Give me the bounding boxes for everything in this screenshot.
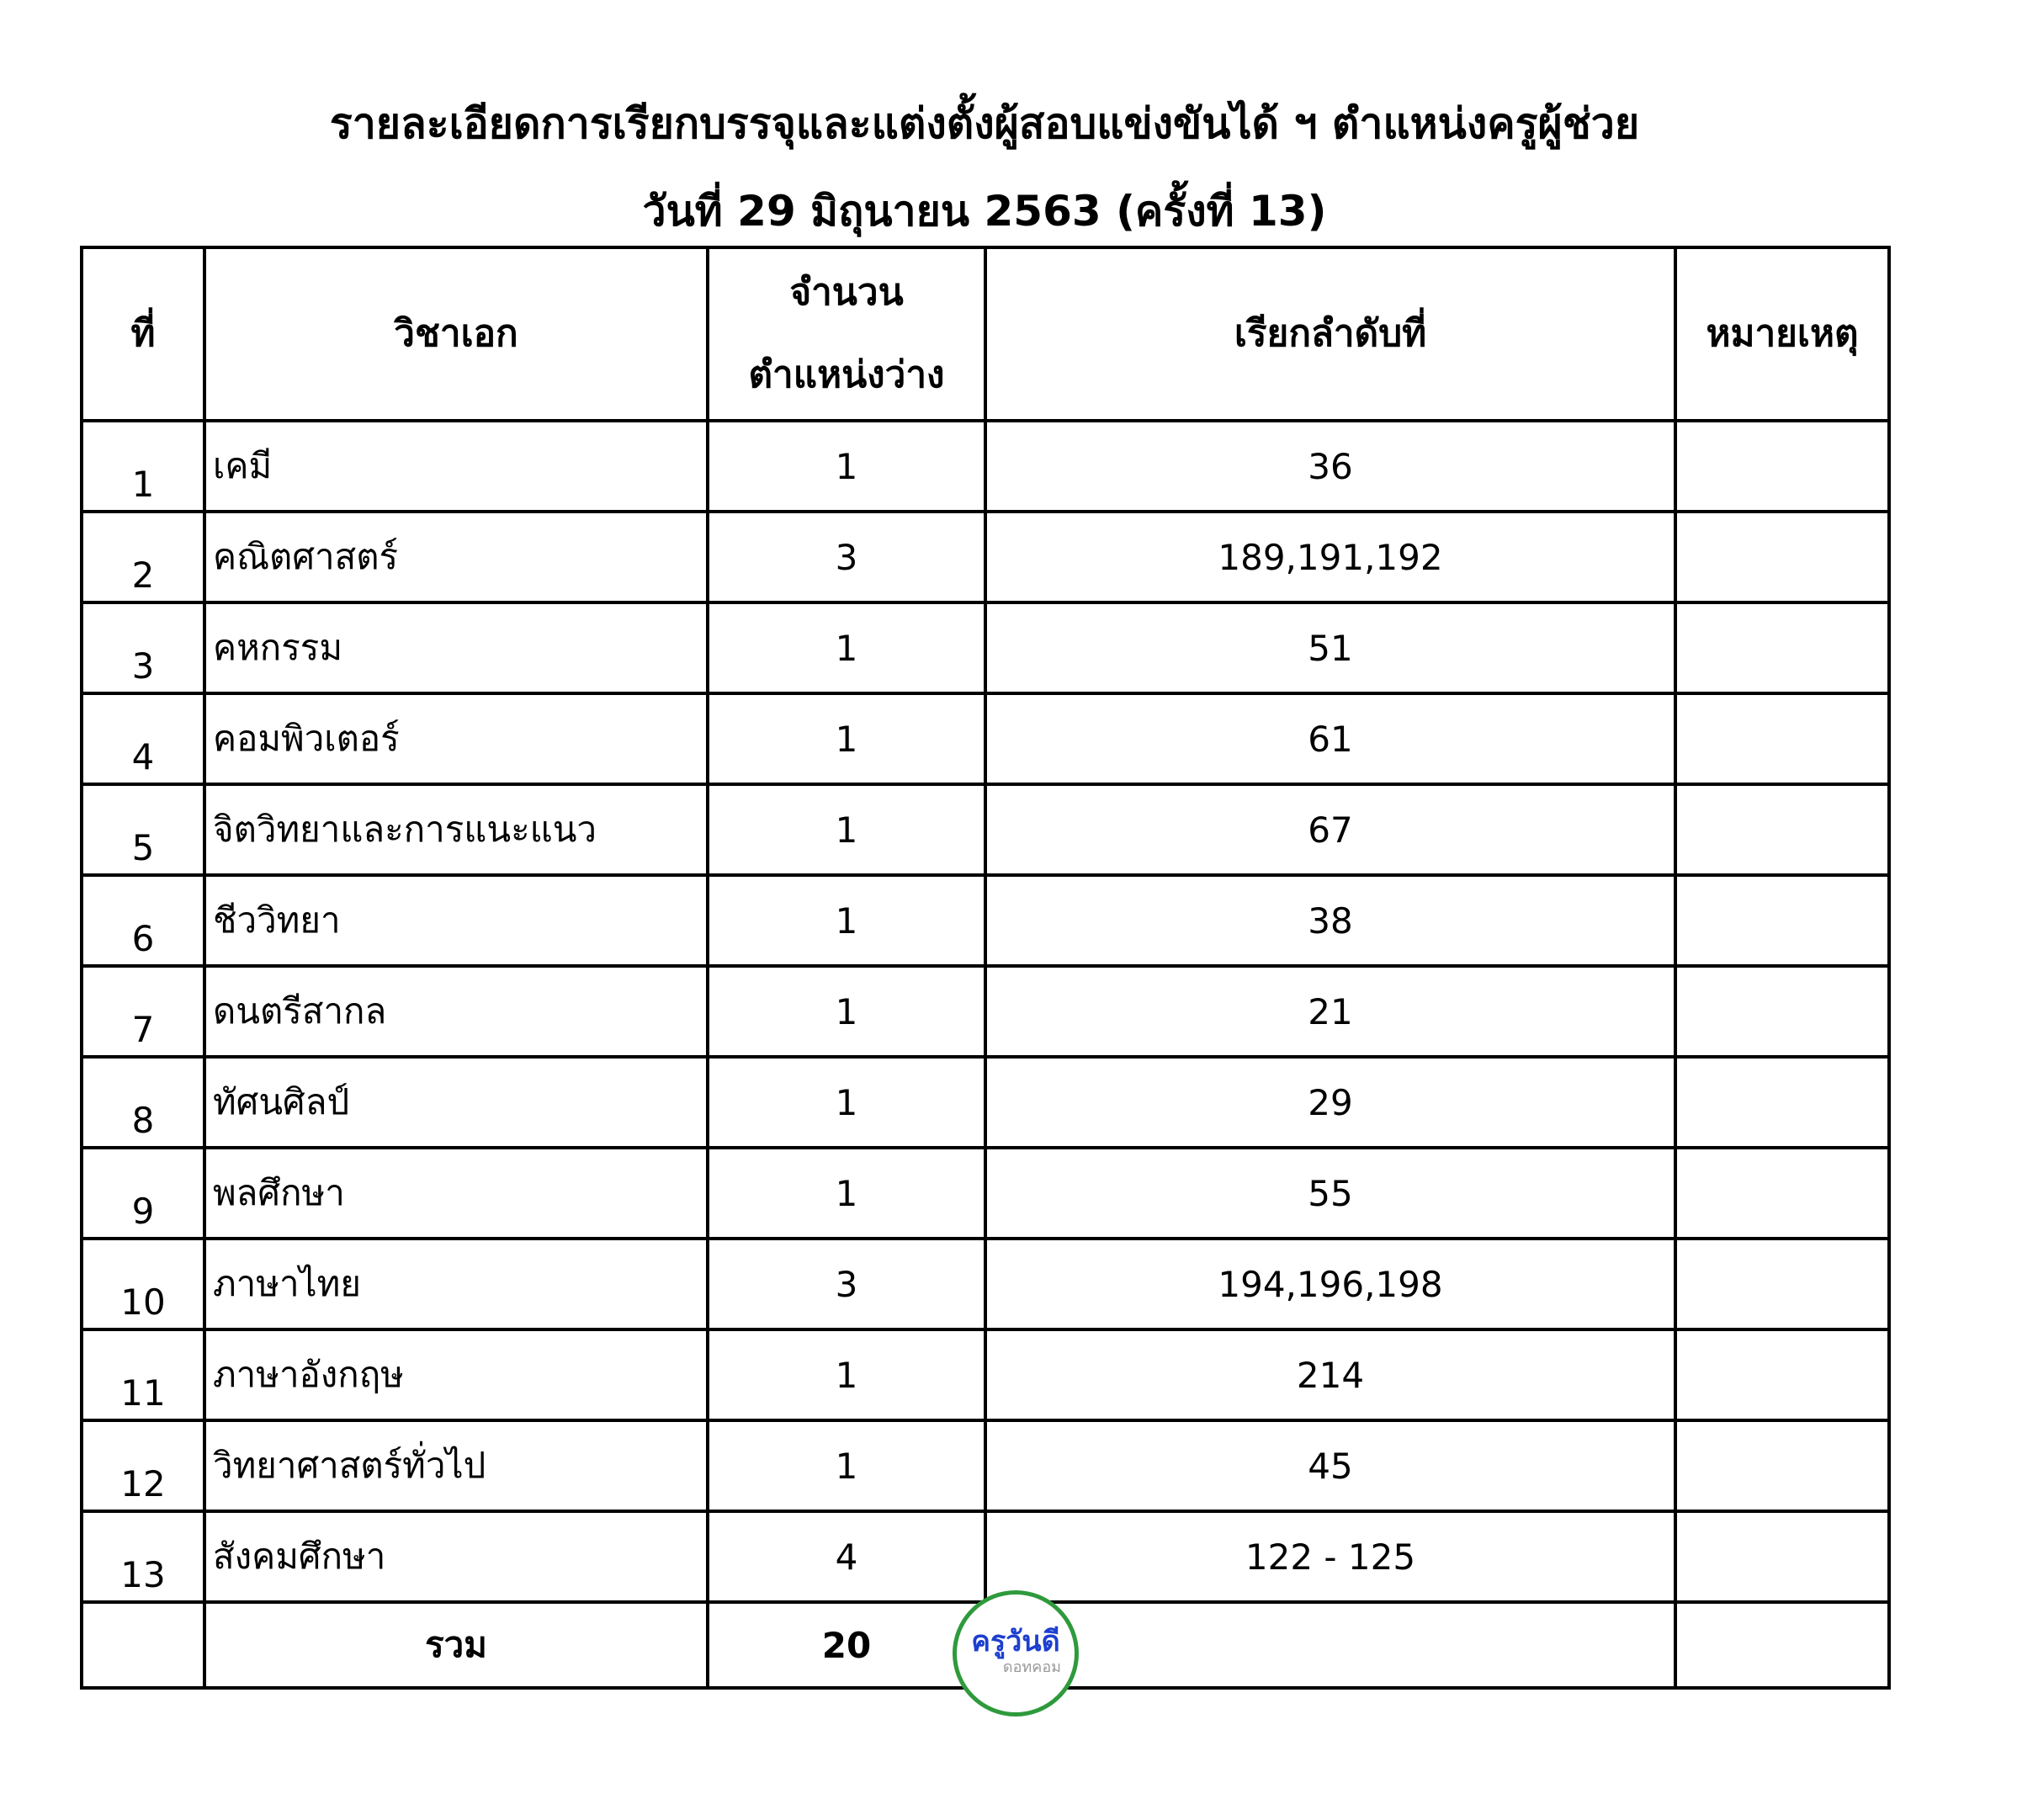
- table-row: [82, 1148, 1889, 1239]
- cell-subject: คหกรรม: [204, 602, 708, 693]
- table-row: [82, 875, 1889, 966]
- cell-subject: ดนตรีสากล: [204, 966, 708, 1057]
- cell-no: 10: [82, 1239, 204, 1329]
- header-vacancies-line-1: จำนวน: [789, 271, 904, 314]
- total-label: รวม: [204, 1602, 708, 1688]
- cell-subject: พลศึกษา: [204, 1148, 708, 1239]
- cell-rank: 194,196,198: [985, 1239, 1675, 1329]
- cell-remark: [1675, 421, 1889, 512]
- cell-vacancies: 1: [708, 421, 985, 512]
- cell-rank: 36: [985, 421, 1675, 512]
- cell-subject: ภาษาอังกฤษ: [204, 1329, 708, 1420]
- cell-subject: สังคมศึกษา: [204, 1511, 708, 1602]
- cell-subject: เคมี: [204, 421, 708, 512]
- cell-no: 4: [82, 693, 204, 784]
- appointment-table: [80, 246, 1891, 1690]
- cell-subject: คณิตศาสตร์: [204, 512, 708, 602]
- cell-no: 13: [82, 1511, 204, 1602]
- cell-remark: [1675, 602, 1889, 693]
- watermark-main-text: ครูวันดี: [971, 1625, 1060, 1658]
- cell-vacancies: 3: [708, 1239, 985, 1329]
- cell-subject: วิทยาศาสตร์ทั่วไป: [204, 1420, 708, 1511]
- cell-rank: 67: [985, 784, 1675, 875]
- cell-vacancies: 1: [708, 1420, 985, 1511]
- header-vacancies: [708, 247, 985, 421]
- cell-no: 8: [82, 1057, 204, 1148]
- cell-subject: คอมพิวเตอร์: [204, 693, 708, 784]
- cell-vacancies: 4: [708, 1511, 985, 1602]
- cell-no: 11: [82, 1329, 204, 1420]
- cell-remark: [1675, 1239, 1889, 1329]
- table-row: [82, 1239, 1889, 1329]
- cell-rank: 55: [985, 1148, 1675, 1239]
- cell-remark: [1675, 1511, 1889, 1602]
- cell-rank: 122 - 125: [985, 1511, 1675, 1602]
- cell-remark: [1675, 1329, 1889, 1420]
- cell-subject: จิตวิทยาและการแนะแนว: [204, 784, 708, 875]
- header-rank: เรียกลำดับที่: [985, 247, 1675, 421]
- cell-no: 6: [82, 875, 204, 966]
- cell-remark: [1675, 784, 1889, 875]
- header-remark: หมายเหตุ: [1675, 247, 1889, 421]
- cell-subject: ภาษาไทย: [204, 1239, 708, 1329]
- cell-rank: 214: [985, 1329, 1675, 1420]
- cell-rank: 29: [985, 1057, 1675, 1148]
- cell-vacancies: 1: [708, 1329, 985, 1420]
- cell-remark: [1675, 693, 1889, 784]
- cell-no: 1: [82, 421, 204, 512]
- cell-no: 3: [82, 602, 204, 693]
- watermark-logo: [953, 1590, 1079, 1717]
- table-row: [82, 784, 1889, 875]
- cell-vacancies: 1: [708, 693, 985, 784]
- cell-vacancies: 1: [708, 1148, 985, 1239]
- total-rank-cell: [985, 1602, 1675, 1688]
- table-header-row: [82, 247, 1889, 421]
- cell-rank: 51: [985, 602, 1675, 693]
- cell-no: 2: [82, 512, 204, 602]
- header-vacancies-line-2: ตำแหน่งว่าง: [748, 353, 945, 396]
- cell-remark: [1675, 1148, 1889, 1239]
- cell-rank: 61: [985, 693, 1675, 784]
- cell-remark: [1675, 875, 1889, 966]
- cell-rank: 189,191,192: [985, 512, 1675, 602]
- table-row: [82, 693, 1889, 784]
- cell-rank: 38: [985, 875, 1675, 966]
- table-row: [82, 1057, 1889, 1148]
- cell-remark: [1675, 966, 1889, 1057]
- document-date-subtitle: วันที่ 29 มิถุนายน 2563 (ครั้งที่ 13): [642, 187, 1327, 236]
- cell-vacancies: 3: [708, 512, 985, 602]
- cell-remark: [1675, 512, 1889, 602]
- cell-no: 12: [82, 1420, 204, 1511]
- cell-remark: [1675, 1420, 1889, 1511]
- cell-vacancies: 1: [708, 966, 985, 1057]
- table-row: [82, 1511, 1889, 1602]
- header-subject: วิชาเอก: [204, 247, 708, 421]
- table-row: [82, 512, 1889, 602]
- header-no: ที่: [82, 247, 204, 421]
- cell-remark: [1675, 1057, 1889, 1148]
- cell-vacancies: 1: [708, 875, 985, 966]
- cell-vacancies: 1: [708, 1057, 985, 1148]
- table-row: [82, 1329, 1889, 1420]
- cell-rank: 45: [985, 1420, 1675, 1511]
- table-row: [82, 602, 1889, 693]
- cell-subject: ทัศนศิลป์: [204, 1057, 708, 1148]
- table-row: [82, 966, 1889, 1057]
- table-row: [82, 1420, 1889, 1511]
- document-title: รายละเอียดการเรียกบรรจุและแต่งตั้งผู้สอบแข่งขันได้ ฯ ตำแหน่งครูผู้ช่วย: [329, 99, 1640, 148]
- table-row: [82, 421, 1889, 512]
- cell-no: 7: [82, 966, 204, 1057]
- watermark-sub-text: ดอทคอม: [1002, 1658, 1061, 1676]
- cell-rank: 21: [985, 966, 1675, 1057]
- cell-vacancies: 1: [708, 602, 985, 693]
- total-no-cell: [82, 1602, 204, 1688]
- cell-vacancies: 1: [708, 784, 985, 875]
- table-body: [82, 421, 1889, 1602]
- cell-no: 9: [82, 1148, 204, 1239]
- total-value: 20: [708, 1602, 985, 1688]
- cell-subject: ชีววิทยา: [204, 875, 708, 966]
- total-remark-cell: [1675, 1602, 1889, 1688]
- cell-no: 5: [82, 784, 204, 875]
